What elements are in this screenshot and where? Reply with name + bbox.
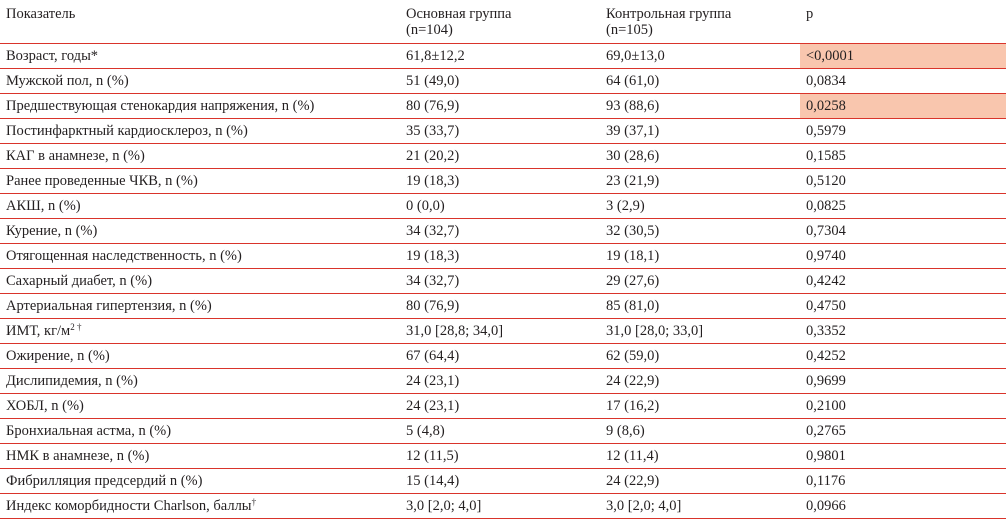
row-indicator-label: Индекс коморбидности Charlson, баллы: [6, 497, 252, 514]
row-control-group-value: 31,0 [28,0; 33,0]: [600, 318, 800, 343]
row-indicator-label: Ранее проведенные ЧКВ, n (%): [6, 172, 198, 189]
row-control-group-value: 12 (11,4): [600, 443, 800, 468]
row-main-group-value: 61,8±12,2: [400, 43, 600, 68]
row-control-group-value: 17 (16,2): [600, 393, 800, 418]
row-control-group-value: 30 (28,6): [600, 143, 800, 168]
row-p-value: 0,0834: [800, 68, 1006, 93]
row-p-value: 0,9699: [800, 368, 1006, 393]
table-row: [0, 393, 1006, 418]
header-main-group-n: (n=104): [406, 22, 453, 38]
table-row: [0, 318, 1006, 343]
row-control-group-value: 23 (21,9): [600, 168, 800, 193]
row-p-value: 0,4750: [800, 293, 1006, 318]
row-main-group-value: 80 (76,9): [400, 293, 600, 318]
row-indicator-label: КАГ в анамнезе, n (%): [6, 147, 145, 164]
row-indicator-label: Фибрилляция предсердий n (%): [6, 472, 203, 489]
table-row: [0, 368, 1006, 393]
row-control-group-value: 24 (22,9): [600, 468, 800, 493]
row-control-group-value: 9 (8,6): [600, 418, 800, 443]
row-indicator-cell: [0, 443, 400, 468]
row-p-value-significant: 0,0258: [800, 93, 1006, 118]
row-p-value: 0,4242: [800, 268, 1006, 293]
row-indicator-cell: [0, 168, 400, 193]
row-indicator-label: НМК в анамнезе, n (%): [6, 447, 150, 464]
row-p-value: 0,3352: [800, 318, 1006, 343]
row-indicator-cell: [0, 343, 400, 368]
table-row: [0, 93, 1006, 118]
header-p-value: [800, 0, 1006, 43]
row-main-group-value: 0 (0,0): [400, 193, 600, 218]
row-indicator-label: Сахарный диабет, n (%): [6, 272, 153, 289]
row-indicator-cell: [0, 143, 400, 168]
row-control-group-value: 3,0 [2,0; 4,0]: [600, 493, 800, 518]
row-control-group-value: 39 (37,1): [600, 118, 800, 143]
row-indicator-label: ИМТ, кг/м: [6, 322, 71, 339]
table-row: [0, 418, 1006, 443]
header-indicator-label: Показатель: [6, 6, 76, 22]
row-main-group-value: 80 (76,9): [400, 93, 600, 118]
row-p-value: 0,2100: [800, 393, 1006, 418]
row-p-value: 0,5120: [800, 168, 1006, 193]
table-row: [0, 493, 1006, 518]
row-indicator-cell: [0, 218, 400, 243]
row-control-group-value: 32 (30,5): [600, 218, 800, 243]
row-p-value-significant: <0,0001: [800, 43, 1006, 68]
row-main-group-value: 51 (49,0): [400, 68, 600, 93]
row-p-value: 0,7304: [800, 218, 1006, 243]
table-row: [0, 168, 1006, 193]
row-p-value: 0,0825: [800, 193, 1006, 218]
table-row: [0, 468, 1006, 493]
row-indicator-cell: [0, 418, 400, 443]
row-indicator-cell: [0, 293, 400, 318]
row-indicator-label: Возраст, годы*: [6, 47, 99, 64]
header-control-group-n: (n=105): [606, 22, 653, 38]
row-p-value: 0,2765: [800, 418, 1006, 443]
row-main-group-value: 24 (23,1): [400, 393, 600, 418]
row-indicator-label: Предшествующая стенокардия напряжения, n (%): [6, 97, 315, 114]
row-main-group-value: 19 (18,3): [400, 168, 600, 193]
row-indicator-cell: [0, 193, 400, 218]
row-indicator-footnote-mark: 2 †: [70, 321, 82, 332]
row-p-value: 0,9801: [800, 443, 1006, 468]
table-row: [0, 243, 1006, 268]
row-control-group-value: 62 (59,0): [600, 343, 800, 368]
row-p-value: 0,0966: [800, 493, 1006, 518]
header-control-group: [600, 0, 800, 43]
row-control-group-value: 3 (2,9): [600, 193, 800, 218]
row-main-group-value: 15 (14,4): [400, 468, 600, 493]
table-row: [0, 193, 1006, 218]
header-main-group-label: Основная группа: [406, 6, 512, 22]
table-row: [0, 293, 1006, 318]
table-row: [0, 68, 1006, 93]
row-control-group-value: 93 (88,6): [600, 93, 800, 118]
row-control-group-value: 24 (22,9): [600, 368, 800, 393]
row-p-value: 0,9740: [800, 243, 1006, 268]
row-indicator-cell: [0, 93, 400, 118]
row-main-group-value: 24 (23,1): [400, 368, 600, 393]
table-row: [0, 218, 1006, 243]
row-indicator-label: Курение, n (%): [6, 222, 98, 239]
row-indicator-cell: [0, 393, 400, 418]
row-indicator-cell: [0, 68, 400, 93]
row-control-group-value: 85 (81,0): [600, 293, 800, 318]
row-main-group-value: 35 (33,7): [400, 118, 600, 143]
row-p-value: 0,1585: [800, 143, 1006, 168]
table-row: [0, 143, 1006, 168]
row-main-group-value: 34 (32,7): [400, 218, 600, 243]
header-main-group: [400, 0, 600, 43]
header-p-label: p: [806, 6, 814, 22]
row-indicator-cell: [0, 243, 400, 268]
table-header-row: [0, 0, 1006, 43]
row-indicator-label: Постинфарктный кардиосклероз, n (%): [6, 122, 248, 139]
row-indicator-cell: [0, 468, 400, 493]
table-body: [0, 43, 1006, 518]
row-control-group-value: 19 (18,1): [600, 243, 800, 268]
row-control-group-value: 29 (27,6): [600, 268, 800, 293]
row-indicator-cell: [0, 268, 400, 293]
table-row: [0, 443, 1006, 468]
row-indicator-cell: [0, 43, 400, 68]
table-row: [0, 343, 1006, 368]
row-main-group-value: 34 (32,7): [400, 268, 600, 293]
row-main-group-value: 67 (64,4): [400, 343, 600, 368]
row-indicator-label: Бронхиальная астма, n (%): [6, 422, 172, 439]
row-indicator-label: Артериальная гипертензия, n (%): [6, 297, 212, 314]
header-control-group-label: Контрольная группа: [606, 6, 732, 22]
row-main-group-value: 5 (4,8): [400, 418, 600, 443]
row-main-group-value: 21 (20,2): [400, 143, 600, 168]
row-indicator-cell: [0, 118, 400, 143]
row-indicator-label: АКШ, n (%): [6, 197, 81, 214]
row-indicator-label: Отягощенная наследственность, n (%): [6, 247, 242, 264]
row-indicator-cell: [0, 368, 400, 393]
row-main-group-value: 12 (11,5): [400, 443, 600, 468]
row-p-value: 0,1176: [800, 468, 1006, 493]
header-indicator: [0, 0, 400, 43]
row-indicator-label: Мужской пол, n (%): [6, 72, 129, 89]
row-p-value: 0,5979: [800, 118, 1006, 143]
row-indicator-footnote-mark: †: [251, 496, 257, 507]
table-row: [0, 43, 1006, 68]
row-indicator-cell: [0, 318, 400, 343]
table-row: [0, 118, 1006, 143]
row-main-group-value: 19 (18,3): [400, 243, 600, 268]
row-indicator-label: Ожирение, n (%): [6, 347, 110, 364]
row-control-group-value: 69,0±13,0: [600, 43, 800, 68]
row-indicator-label: Дислипидемия, n (%): [6, 372, 138, 389]
row-main-group-value: 3,0 [2,0; 4,0]: [400, 493, 600, 518]
row-p-value: 0,4252: [800, 343, 1006, 368]
table-row: [0, 268, 1006, 293]
row-main-group-value: 31,0 [28,8; 34,0]: [400, 318, 600, 343]
row-indicator-label: ХОБЛ, n (%): [6, 397, 84, 414]
row-indicator-cell: [0, 493, 400, 518]
row-control-group-value: 64 (61,0): [600, 68, 800, 93]
